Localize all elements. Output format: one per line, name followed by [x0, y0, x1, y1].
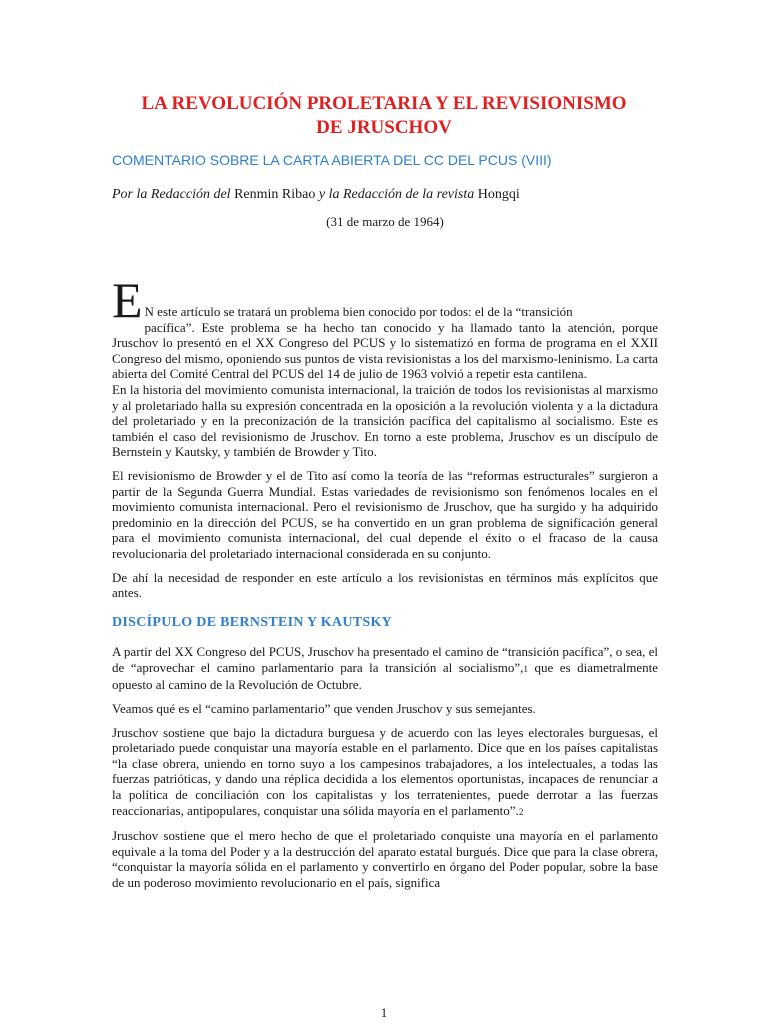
section-heading: DISCÍPULO DE BERNSTEIN Y KAUTSKY: [112, 614, 393, 630]
byline-part-3: y la Redacción de la revista: [315, 187, 478, 202]
body-paragraph: El revisionismo de Browder y el de Tito así como la teoría de las “reformas estructurales” surgieron a partir de la Segunda Guerra Mundial. Estas variedades de revisionismo son fenómenos locales en el movimiento comunista internacional. Pero el revisionismo de Jruschov, que ha surgido y ha adquirido predominio en la dirección del PCUS, se ha convertido en un gran problema de significación general para el movimiento comunista internacional, del cual depende el éxito o el fracaso de la causa revolucionaria del proletariado internacional considerada en su conjunto.: [112, 467, 658, 561]
footnote-ref-1[interactable]: 1: [523, 663, 528, 674]
byline-part-4: Hongqi: [477, 187, 520, 202]
body-paragraph: [112, 644, 658, 693]
article-body: [112, 272, 658, 899]
document-subtitle: COMENTARIO SOBRE LA CARTA ABIERTA DEL CC DEL PCUS (VIII): [112, 152, 552, 168]
title-line-1: LA REVOLUCIÓN PROLETARIA Y EL REVISIONISMO: [141, 93, 627, 114]
body-paragraph: Jruschov sostiene que el mero hecho de que el proletariado conquiste una mayoría en el parlamento equivale a la toma del Poder y a la destrucción del aparato estatal burgués. Dice que para la clase obrera, “conquistar la mayoría sólida en el parlamento y convertirlo en órgano del Poder popular, sobre la base de un poderoso movimiento revolucionario en el país, significa: [112, 828, 658, 890]
intro-rest: pacífica”. Este problema se ha hecho tan conocido y ha llamado tanto la atención, porque Jruschov lo presentó en el XX Congreso del PCUS y lo sistematizó en forma de programa en el XXII Congreso del mismo, oponiendo sus puntos de vista revisionistas a los del marxismo-leninismo. La carta abierta del Comité Central del PCUS del 14 de julio de 1963 volvió a repetir esta cantilena.: [112, 319, 658, 382]
publication-date: (31 de marzo de 1964): [326, 214, 444, 229]
byline-part-2: Renmin Ribao: [234, 187, 316, 202]
page-number: 1: [380, 1005, 388, 1020]
section-p1-tail: que es diametralmente opuesto al camino de la Revolución de Octubre.: [112, 659, 658, 693]
body-paragraph: Veamos qué es el “camino parlamentario” que venden Jruschov y sus semejantes.: [112, 701, 536, 717]
body-paragraph: [112, 725, 658, 821]
intro-paragraph: [112, 272, 658, 382]
body-paragraph: En la historia del movimiento comunista internacional, la traición de todos los revisionistas al marxismo y al proletariado halla su expresión concentrada en la oposición a la revolución violenta y a la dictadura del proletariado y en la preconización de la transición pacífica del capitalismo al socialismo. Este es también el caso del revisionismo de Jruschov. En torno a este problema, Jruschov es un discípulo de Bernstein y Kautsky, y también de Browder y Tito.: [112, 381, 658, 460]
intro-first-line: N este artículo se tratará un problema bien conocido por todos: el de la “transición: [144, 304, 573, 319]
title-line-2: DE JRUSCHOV: [316, 117, 452, 138]
byline: [112, 186, 672, 204]
section-p1-text: A partir del XX Congreso del PCUS, Jruschov ha presentado el camino de “transición pacífica”, o sea, el de “aprovechar el camino parlamentario para la transición al socialismo”,: [112, 644, 658, 675]
footnote-ref-2[interactable]: 2: [518, 806, 524, 817]
body-paragraph: De ahí la necesidad de responder en este artículo a los revisionistas en términos más explícitos que antes.: [112, 569, 658, 601]
document-title: [100, 92, 668, 140]
drop-cap: E: [112, 272, 143, 328]
section-p3-text: Jruschov sostiene que bajo la dictadura burguesa y de acuerdo con las leyes electorales burguesas, el proletariado puede conquistar una mayoría estable en el parlamento. Dice que en los países capitalistas “la clase obrera, uniendo en torno suyo a los campesinos trabajadores, a los intelectuales, a todas las fuerzas patrióticas, y dando una réplica decidida a los elementos oportunistas, incapaces de renunciar a la política de conciliación con los capitalistas y los terratenientes, puede derrotar a las fuerzas reaccionarias, antipopulares, conquistar una sólida mayoría en el parlamento”.: [112, 724, 658, 818]
byline-part-1: Por la Redacción del: [112, 187, 235, 202]
